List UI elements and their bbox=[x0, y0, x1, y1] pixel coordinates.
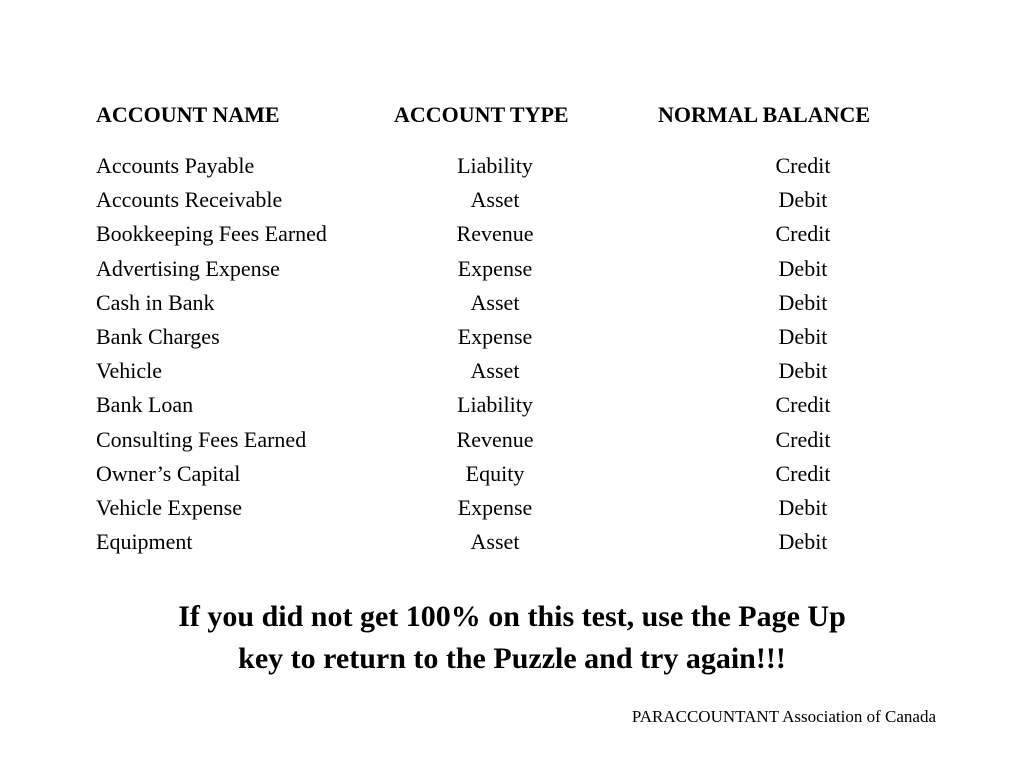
normal-balance-cell: Debit bbox=[778, 255, 828, 281]
normal-balance-cell: Credit bbox=[775, 221, 831, 247]
account-name-cell: Bank Charges bbox=[96, 323, 220, 349]
account-name-cell: Bookkeeping Fees Earned bbox=[96, 221, 327, 247]
normal-balance-cell: Debit bbox=[778, 358, 828, 384]
table-row bbox=[0, 389, 1024, 423]
message-line-1: If you did not get 100% on this test, use the Page Up bbox=[178, 600, 846, 633]
account-name-cell: Vehicle bbox=[96, 358, 162, 384]
normal-balance-cell: Credit bbox=[775, 153, 831, 178]
normal-balance-cell: Debit bbox=[778, 289, 828, 315]
account-name-cell: Advertising Expense bbox=[96, 255, 280, 281]
table-row bbox=[0, 526, 1024, 560]
account-type-cell: Liability bbox=[457, 153, 533, 178]
message-line-2: key to return to the Puzzle and try again!!! bbox=[238, 642, 786, 675]
account-type-cell: Liability bbox=[457, 392, 533, 418]
account-name-cell: Accounts Receivable bbox=[96, 187, 283, 213]
account-type-cell: Asset bbox=[470, 187, 520, 213]
account-type-cell: Revenue bbox=[456, 221, 534, 247]
account-type-cell: Revenue bbox=[456, 426, 534, 452]
account-type-cell: Asset bbox=[470, 529, 520, 555]
account-table-body bbox=[0, 150, 1024, 560]
account-name-cell: Accounts Payable bbox=[96, 153, 255, 178]
table-row bbox=[0, 150, 1024, 184]
retry-instruction-message bbox=[80, 596, 944, 680]
header-account-name: ACCOUNT NAME bbox=[96, 102, 280, 127]
table-row bbox=[0, 218, 1024, 252]
normal-balance-cell: Credit bbox=[775, 392, 831, 418]
normal-balance-cell: Credit bbox=[775, 426, 831, 452]
account-type-cell: Asset bbox=[470, 289, 520, 315]
header-normal-balance: NORMAL BALANCE bbox=[658, 102, 871, 127]
table-header bbox=[0, 100, 1024, 130]
table-row bbox=[0, 424, 1024, 458]
account-type-cell: Expense bbox=[457, 494, 533, 520]
normal-balance-cell: Debit bbox=[778, 529, 828, 555]
account-name-cell: Owner’s Capital bbox=[96, 460, 241, 486]
account-type-cell: Expense bbox=[457, 255, 533, 281]
table-row bbox=[0, 184, 1024, 218]
account-name-cell: Consulting Fees Earned bbox=[96, 426, 307, 452]
header-account-type: ACCOUNT TYPE bbox=[394, 102, 569, 127]
normal-balance-cell: Debit bbox=[778, 494, 828, 520]
table-row bbox=[0, 321, 1024, 355]
table-row bbox=[0, 492, 1024, 526]
account-name-cell: Bank Loan bbox=[96, 392, 194, 418]
account-name-cell: Cash in Bank bbox=[96, 289, 215, 315]
account-type-cell: Asset bbox=[470, 358, 520, 384]
normal-balance-cell: Debit bbox=[778, 187, 828, 213]
account-name-cell: Equipment bbox=[96, 529, 193, 555]
table-row bbox=[0, 355, 1024, 389]
account-type-cell: Expense bbox=[457, 323, 533, 349]
table-row bbox=[0, 253, 1024, 287]
table-row bbox=[0, 458, 1024, 492]
account-type-cell: Equity bbox=[465, 460, 525, 486]
account-name-cell: Vehicle Expense bbox=[96, 494, 242, 520]
normal-balance-cell: Credit bbox=[775, 460, 831, 486]
footer-organization: PARACCOUNTANT Association of Canada bbox=[631, 707, 936, 726]
table-row bbox=[0, 287, 1024, 321]
normal-balance-cell: Debit bbox=[778, 323, 828, 349]
